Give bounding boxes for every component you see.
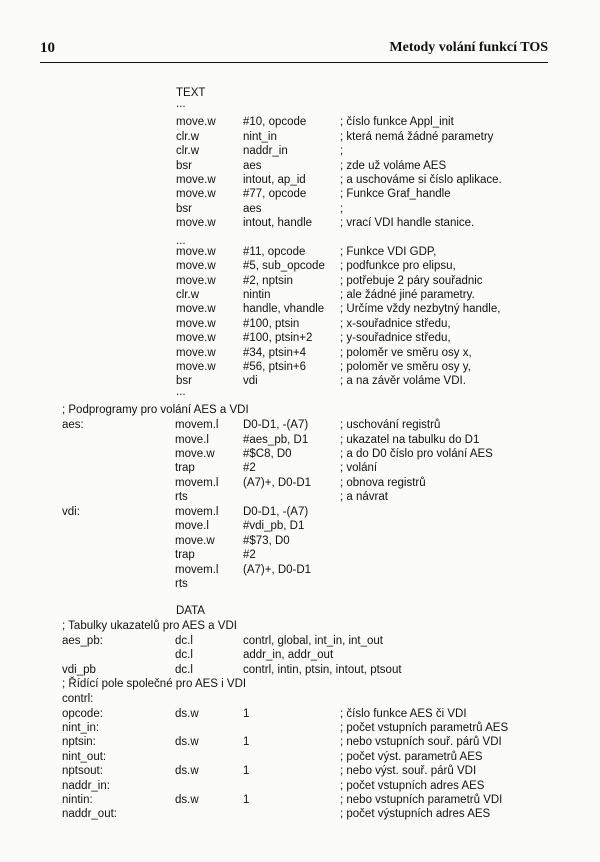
instruction: movem.l [175,506,219,518]
tables-heading [0,619,600,633]
subroutine-line [0,563,600,577]
operands: #77, opcode [243,188,307,200]
comment: ; [340,203,344,215]
comment: ; a uschováme si číslo aplikace. [340,174,502,186]
comment: ; číslo funkce Appl_init [340,116,454,128]
code-line [0,130,600,144]
operands: #2 [243,549,256,561]
operands: #5, sub_opcode [243,260,325,272]
label: nintin: [62,794,93,806]
comment: ; ale žádné jiné parametry. [340,289,475,301]
subroutine-line [0,433,600,447]
subroutine-line [0,490,600,504]
comment: ; nebo výst. souř. párů VDI [340,765,477,777]
comment: ; uschování registrů [340,419,441,431]
instruction: ds.w [175,708,199,720]
code-line [0,346,600,360]
comment: ; Funkce VDI GDP, [340,246,437,258]
instruction: bsr [176,375,192,387]
operands: vdi [243,375,258,387]
field-line [0,692,600,706]
instruction: clr.w [176,289,199,301]
operands: addr_in, addr_out [243,649,334,661]
operands: 1 [243,736,250,748]
operands: aes [243,203,262,215]
operands: naddr_in [243,145,288,157]
fields-heading [0,677,600,691]
subroutine-line [0,505,600,519]
field-line [0,764,600,778]
code-line [0,115,600,129]
code-line [0,317,600,331]
field-line [0,793,600,807]
comment: ; vrací VDI handle stanice. [340,217,475,229]
instruction: move.w [176,260,216,272]
operands: nint_in [243,131,277,143]
comment: ; a návrat [340,491,388,503]
operands: #56, ptsin+6 [243,361,306,373]
code-line [0,187,600,201]
operands: 1 [243,765,250,777]
comment: ; která nemá žádné parametry [340,131,494,143]
field-line [0,750,600,764]
instruction: bsr [176,160,192,172]
label: aes: [62,419,84,431]
data-keyword-line [0,604,600,618]
comment: ; [340,145,344,157]
label: naddr_out: [62,808,117,820]
running-title: Metody volání funkcí TOS [389,40,548,55]
section-comment: ; Řídící pole společné pro AES i VDI [62,678,247,690]
field-line [0,707,600,721]
instruction: move.w [176,116,216,128]
comment: ; a do D0 číslo pro volání AES [340,448,493,460]
comment: ; poloměr ve směru osy x, [340,347,472,359]
comment: ; poloměr ve směru osy y, [340,361,471,373]
comment: ; Určíme vždy nezbytný handle, [340,303,501,315]
code-line [0,331,600,345]
comment: ; počet výst. parametrů AES [340,751,483,763]
operands: aes [243,160,262,172]
code-line [0,216,600,230]
comment: ; číslo funkce AES či VDI [340,708,467,720]
table-line [0,634,600,648]
section-comment: ; Tabulky ukazatelů pro AES a VDI [62,620,237,632]
comment: ; volání [340,462,378,474]
comment: ; y-souřadnice středu, [340,332,451,344]
subroutine-line [0,476,600,490]
label: nptsin: [62,736,96,748]
comment: ; podfunkce pro elipsu, [340,260,456,272]
ellipsis-line [0,386,600,403]
ellipsis-line [0,98,600,115]
comment: ; nebo vstupních souř. párů VDI [340,736,502,748]
code-line [0,202,600,216]
comment: ; počet výstupních adres AES [340,808,491,820]
label: vdi: [62,506,80,518]
code-line [0,374,600,388]
operands: #2, nptsin [243,275,293,287]
subroutine-line [0,534,600,548]
instruction: move.w [176,275,216,287]
section-comment: ; Podprogramy pro volání AES a VDI [62,404,249,416]
comment: ; a na závěr voláme VDI. [340,375,466,387]
instruction: move.w [176,347,216,359]
operands: intout, handle [243,217,313,229]
comment: ; x-souřadnice středu, [340,318,451,330]
label: nint_in: [62,722,100,734]
instruction: move.w [175,535,215,547]
comment: ; potřebuje 2 páry souřadnic [340,275,483,287]
field-line [0,779,600,793]
instruction: clr.w [176,145,199,157]
code-line [0,144,600,158]
operands: handle, vhandle [243,303,325,315]
field-line [0,807,600,821]
field-line [0,721,600,735]
subroutines-heading [0,403,600,417]
instruction: ds.w [175,794,199,806]
code-line [0,302,600,316]
instruction: ds.w [175,765,199,777]
code-line [0,173,600,187]
operands: 1 [243,708,250,720]
label: naddr_in: [62,780,110,792]
label: nint_out: [62,751,107,763]
instruction: dc.l [175,649,193,661]
operands: contrl, intin, ptsin, intout, ptsout [243,664,402,676]
code-line [0,159,600,173]
comment: ; Funkce Graf_handle [340,188,451,200]
operands: #aes_pb, D1 [243,434,309,446]
operands: #10, opcode [243,116,307,128]
instruction: move.l [175,434,209,446]
code-line [0,288,600,302]
operands: contrl, global, int_in, int_out [243,635,384,647]
instruction: rts [175,491,188,503]
instruction: move.w [176,246,216,258]
comment: ; nebo vstupních parametrů VDI [340,794,503,806]
label: contrl: [62,693,94,705]
operands: #$73, D0 [243,535,290,547]
label: aes_pb: [62,635,103,647]
instruction: movem.l [175,477,219,489]
subroutine-line [0,577,600,591]
instruction: dc.l [175,664,193,676]
operands: #100, ptsin [243,318,300,330]
instruction: clr.w [176,131,199,143]
code-line [0,245,600,259]
instruction: move.w [176,318,216,330]
subroutine-line [0,519,600,533]
text-keyword: TEXT [176,87,206,99]
instruction: move.w [176,174,216,186]
comment: ; zde už voláme AES [340,160,447,172]
subroutine-line [0,418,600,432]
operands: #34, ptsin+4 [243,347,306,359]
instruction: move.w [176,188,216,200]
instruction: movem.l [175,564,219,576]
operands: nintin [243,289,271,301]
instruction: move.w [176,361,216,373]
ellipsis: ... [176,235,186,247]
table-line [0,663,600,677]
ellipsis: ... [176,386,186,398]
field-line [0,735,600,749]
instruction: move.w [176,217,216,229]
instruction: trap [175,549,195,561]
code-line [0,274,600,288]
label: vdi_pb [62,664,96,676]
operands: #100, ptsin+2 [243,332,313,344]
section-keyword-text [0,86,600,100]
operands: #vdi_pb, D1 [243,520,305,532]
instruction: move.w [176,303,216,315]
operands: intout, ap_id [243,174,306,186]
instruction: rts [175,578,188,590]
operands: D0-D1, -(A7) [243,419,309,431]
instruction: move.l [175,520,209,532]
subroutine-line [0,447,600,461]
operands: #2 [243,462,256,474]
operands: (A7)+, D0-D1 [243,564,312,576]
comment: ; počet vstupních parametrů AES [340,722,509,734]
instruction: trap [175,462,195,474]
ellipsis: ... [176,98,186,110]
operands: (A7)+, D0-D1 [243,477,312,489]
instruction: bsr [176,203,192,215]
subroutine-line [0,548,600,562]
page-number: 10 [40,40,55,56]
operands: 1 [243,794,250,806]
code-line [0,360,600,374]
comment: ; obnova registrů [340,477,426,489]
label: nptsout: [62,765,103,777]
operands: #$C8, D0 [243,448,292,460]
operands: #11, opcode [243,246,306,258]
instruction: ds.w [175,736,199,748]
data-keyword: DATA [176,605,205,617]
comment: ; ukazatel na tabulku do D1 [340,434,480,446]
instruction: movem.l [175,419,219,431]
operands: D0-D1, -(A7) [243,506,309,518]
instruction: dc.l [175,635,193,647]
table-line [0,648,600,662]
label: opcode: [62,708,103,720]
code-line [0,259,600,273]
instruction: move.w [176,332,216,344]
subroutine-line [0,461,600,475]
comment: ; počet vstupních adres AES [340,780,485,792]
instruction: move.w [175,448,215,460]
